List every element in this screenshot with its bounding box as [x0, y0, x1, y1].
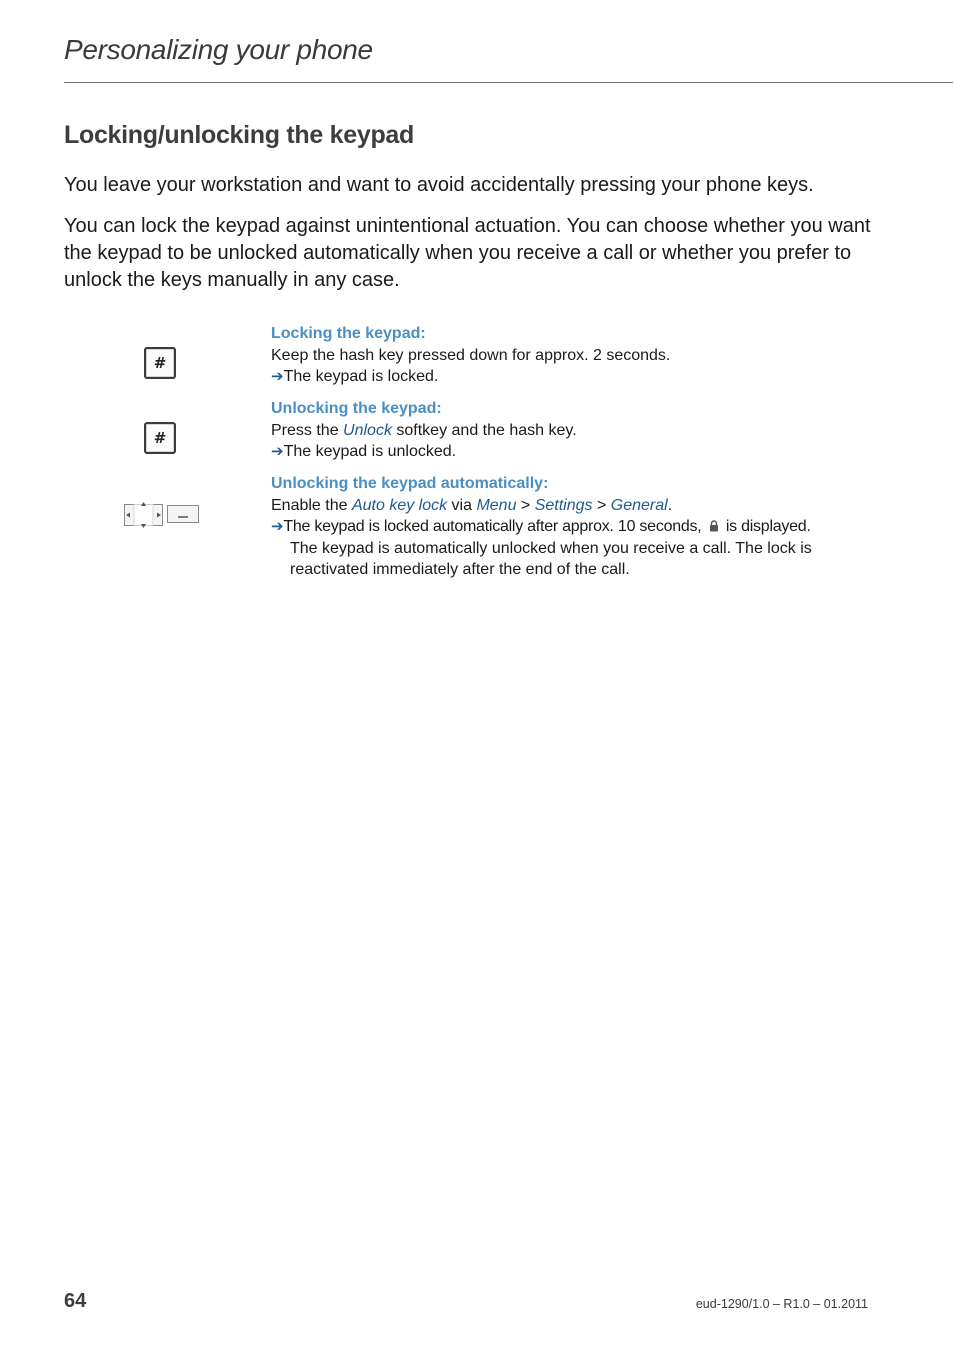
menu-path-auto-key-lock: Auto key lock: [351, 496, 448, 514]
step-result: ➔The keypad is locked automatically after approx. 10 seconds, is displayed.: [271, 517, 811, 535]
step-heading: Unlocking the keypad automatically:: [271, 475, 549, 492]
step-locking: [271, 323, 871, 388]
menu-path-general: General: [610, 496, 668, 514]
header-divider: [64, 82, 953, 83]
hash-key-icon: #: [144, 347, 176, 379]
step-instruction: Enable the Auto key lock via Menu > Settings > General.: [271, 496, 673, 514]
step-result: ➔The keypad is unlocked.: [271, 442, 457, 460]
page-number: 64: [64, 1290, 87, 1312]
intro-paragraph: You leave your workstation and want to avoid accidentally pressing your phone keys.: [64, 174, 814, 196]
menu-path-menu: Menu: [476, 496, 517, 514]
step-unlocking: [271, 398, 871, 463]
arrow-right-icon: ➔: [271, 442, 284, 460]
arrow-right-icon: ➔: [271, 367, 284, 385]
arrow-right-icon: ➔: [271, 517, 284, 535]
description-paragraph: You can lock the keypad against unintentional actuation. You can choose whether you want the keypad to be unlocked automatically when you receive a call or whether you prefer to unlock the keys manually in any case.: [64, 215, 871, 291]
navigation-key-icon: [123, 501, 201, 529]
document-reference: eud-1290/1.0 – R1.0 – 01.2011: [695, 1297, 868, 1311]
step-heading: Unlocking the keypad:: [271, 400, 442, 417]
lock-icon: [709, 520, 719, 532]
step-result: ➔The keypad is locked.: [271, 367, 439, 385]
step-instruction: Keep the hash key pressed down for approx. 2 seconds.: [271, 346, 671, 364]
menu-path-settings: Settings: [534, 496, 593, 514]
step-result-detail: The keypad is automatically unlocked when you receive a call. The lock is reactivated immediately after the end of the call.: [290, 539, 812, 578]
hash-key-icon: #: [144, 422, 176, 454]
chapter-title: Personalizing your phone: [64, 34, 373, 65]
section-heading: Locking/unlocking the keypad: [64, 121, 414, 149]
softkey-unlock: Unlock: [343, 421, 392, 439]
step-heading: Locking the keypad:: [271, 325, 426, 342]
step-instruction: Press the Unlock softkey and the hash key.: [271, 421, 577, 439]
step-auto-unlock: [271, 473, 871, 581]
